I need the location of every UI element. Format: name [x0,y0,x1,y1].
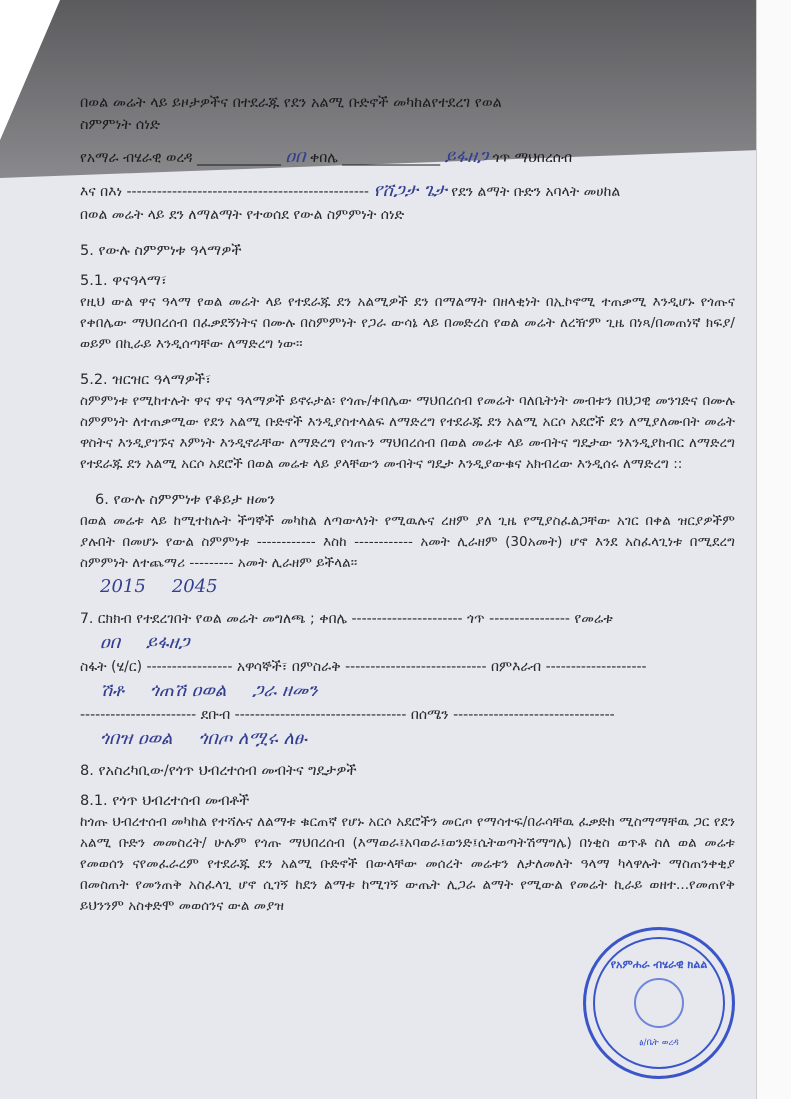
section-6-text: በወል መሬቱ ላይ ከሚተከሉት ችግኞች መካከል ለጣውላነት የሚዉሉና ረዘም ያለ ጊዜ የሚያስፈልጋቸው አገር በቀል ዝርያዎችም ያሉበት በመሆኑ የውል ስምምነቱ ------------ እስከ ------------ አመት ሊራዘም (30አመት) ሆኖ እንደ አስፈላጊነቱ በሚደረግ ስምምነት ለተጨማሪ --------- አመት ሊራዘም ይችላል፡፡ [80,513,736,571]
stamp-text: የአምሐራ ብሄራዊ ክልል [610,958,708,971]
parties-prefix: እና በእነ ------------------------------------------------ [80,184,369,200]
handwritten-s7-row-2 [80,678,735,704]
handwritten-kebele: ይፋዘጋ [444,146,489,167]
handwritten-east: ጎጠሽ ዐወል [149,680,227,701]
handwritten-s7-kebele: ዐበ [100,632,121,653]
section-7-line-3: ----------------------- ደቡብ ---------------------------------- በሰሜን -------------------------------- [80,707,615,723]
handwritten-start-year: 2015 [100,576,146,597]
handwritten-s7-row-1 [80,630,735,656]
section-8-heading: 8. የአስረካቢው/የጎጥ ህብረተሰብ መብትና ግዴታዎች [80,763,357,779]
stamp-area [80,927,735,1079]
got-label: ጎጥ ማህበረሰብ [492,150,573,166]
section-5-2-text: ስምምነቱ የሚከተሉት ዋና ዋና ዓላማዎች ይኖሩታል፡ የጎጡ/ቀበሌው ማህበረሰብ የመሬት ባለቤትነት መብቱን በህጋዊ መንገድና በሙሉ ስምምነት ለተጠቃሚው የደን አልሚ ቡድኖች እንዲያስተላልፍ ለማድረግ የተደራጁ ደን አልሚ አርሶ አደሮች ደን ለሚያለሙበት መሬት ዋስትና እንዲያገኙና እምነት እንዲኖራቸው ለማድረግ የጎጡን ማህበረሰብ በወል መሬቱ ላይ መብትና ግዴታው ንእንዲያከብር ለማድረግ የተደራጁ ደን አልሚ አርሶ አደሮች በወል መሬቱ ላይ ያላቸውን መብትና ግዴታ እንዲያውቁና አክብረው እንዲሰሩ ለማድረግ :: [80,393,735,472]
kebele-label: ቀበሌ ______________ [309,150,441,166]
section-5-1-text: የዚህ ውል ዋና ዓላማ የወል መሬት ላይ የተደራጁ ደን አልሚዎች ደን በማልማት በዘላቂነት በኢኮኖሚ ተጠቃሚ እንዲሆኑ የጎጡና የቀበሌው ማህበረሰብ በፈቃደኝነትና በሙሉ በስምምነት የጋራ ውሳኔ ላይ በመድረስ የወል መሬት ለረዥም ጊዜ በነጻ/በመጠነኛ ክፍያ/ ወይም በኪራይ እንዲሰጣቸው ለማድረግ ነው፡፡ [80,294,735,352]
handwritten-west: ጋራ ዘመን [252,680,318,701]
parties-line [80,178,735,204]
section-5-heading: 5. የውሉ ስምምነቱ ዓላማዎች [80,243,242,259]
parties-suffix: የደን ልማት ቡድን አባላት መሀከል [451,184,621,200]
handwritten-area: ሽቶ [100,680,124,701]
handwritten-s7-row-3 [80,726,735,752]
region-label: የአማራ ብሄራዊ ወረዳ ____________ [80,150,281,166]
stamp-emblem [634,978,684,1028]
section-5-2-heading: 5.2. ዝርዝር ዓላማዎች፣ [80,372,212,388]
handwritten-south: ጎበዝ ዐወል [100,728,173,749]
handwritten-years [80,574,735,600]
stamp-bottom-text: ፅ/ቤት ወረዳ [639,1038,679,1048]
section-6-heading: 6. የውሉ ስምምነቱ የቆይታ ዘመን [95,492,276,508]
handwritten-end-year: 2045 [171,576,218,597]
paper-edge [756,0,791,1099]
official-stamp [583,927,735,1079]
location-line [80,144,735,170]
title-line-5: በወል መሬት ላይ ደን ለማልማት የተወሰደ የውል ስምምነት ሰነድ [80,207,405,223]
handwritten-north: ጎበጦ ለሟሩ ለፁ [198,728,307,749]
section-8-1-text: ከጎጡ ህብረተሰብ መካከል የተሻሉና ለልማቱ ቁርጠኛ የሆኑ አርሶ አደሮችን መርጦ የማሳተፍ/በራሳቸዉ ፈቃድከ ሚስማማቸዉ ጋር የደን አልሚ ቡድን መመስረት/ ሁሉም የጎጡ ማህበረሰብ (እማወራ፤አባወራ፤ወንድ፤ሴትወጣትሽማግሌ) በነቂስ ወጥቶ ስለ ወል መሬቱ የመወሰን ናየመፈራረም የተደራጁ ደን አልሚ ቡድኖች በውላቸው መሰረት መሬቱን ለታለመለት ዓላማ ካላዋሉት ማስጠንቀቂያ በመስጠት የመንጠቅ አስፈላጊ ሆኖ ሲገኝ ከደን ልማቱ ከሚገኝ ውጤት ሊጋራ ልማት የሚውል የመሬት ኪራይ ወዘተ...የመጠየቅ ይህንንም አስቀድሞ መወሰንና ውል መያዝ [80,814,735,914]
title-line-1: በወል መሬት ላይ ይዞታዎችና በተደራጁ የደን አልሚ ቡድኖች መካከልየተደረገ የወል [80,95,502,111]
handwritten-woreda: ዐበ [285,146,306,167]
handwritten-s7-got: ይፋዘጋ [146,632,190,653]
section-7-line-2: ስፋት (ሄ/ር) ----------------- አዋሳኞች፣ በምስራቅ ---------------------------- በምእራብ -------------------- [80,659,647,675]
title-line-2: ስምምነት ሰነድ [80,117,161,133]
section-8-1-heading: 8.1. የጎጥ ህብረተሰብ መብቶች [80,793,250,809]
section-7-line-1: 7. ርክክብ የተደረገበት የወል መሬት መግለጫ ; ቀበሌ ---------------------- ጎጥ ---------------- የመሬቱ [80,611,613,627]
handwritten-group-name: የሸጋታ ጌታ [373,180,447,201]
section-5-1-heading: 5.1. ዋናዓላማ፣ [80,273,167,289]
